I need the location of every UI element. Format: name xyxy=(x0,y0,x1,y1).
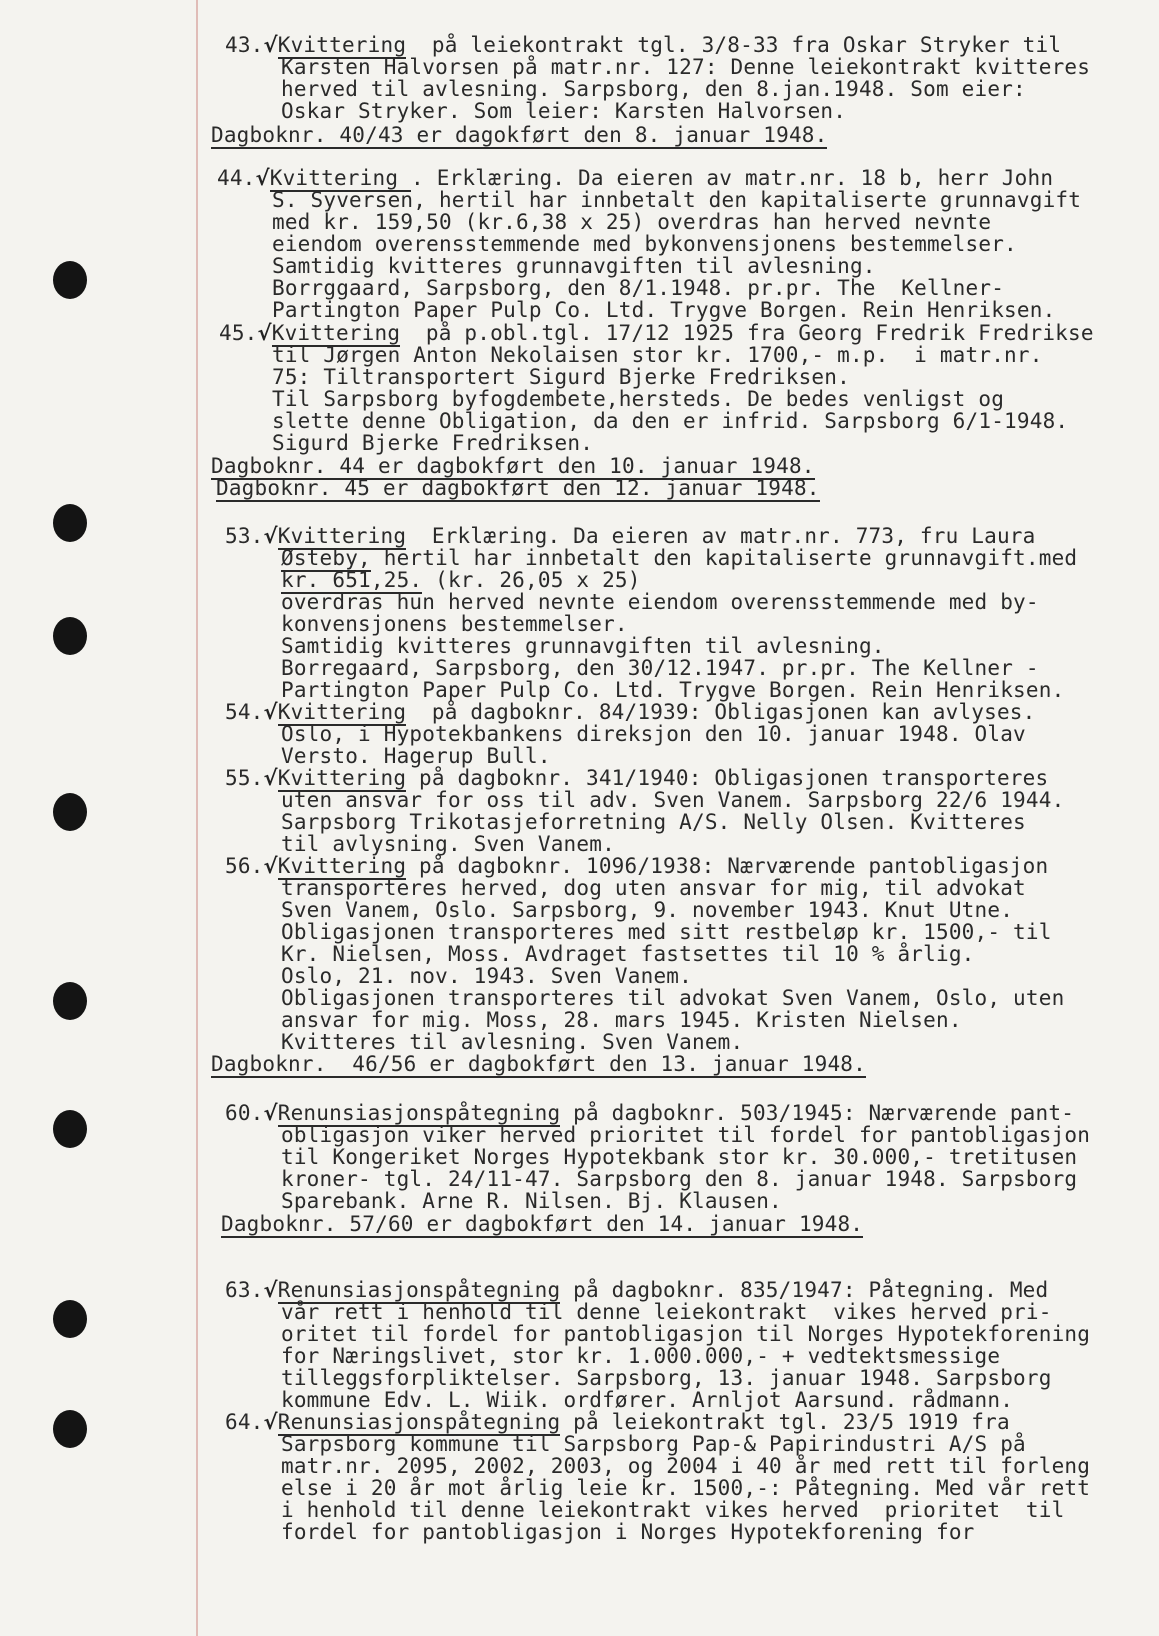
text-line xyxy=(281,1031,743,1053)
line-text: på leiekontrakt tgl. 3/8-33 fra Oskar Stryker til xyxy=(406,33,1062,57)
text-line xyxy=(272,255,876,277)
text-line xyxy=(281,547,1077,569)
text-line xyxy=(281,1521,975,1543)
line-text: kommune Edv. L. Wiik. ordfører. Arnljot Aarsund. rådmann. xyxy=(281,1388,1014,1412)
underlined-phrase: kr. 651,25. xyxy=(281,568,423,592)
text-line xyxy=(272,189,1081,211)
line-text: S. Syversen, hertil har innbetalt den kapitaliserte grunnavgift xyxy=(272,188,1082,212)
text-line xyxy=(225,34,1061,56)
entry-heading: Kvittering xyxy=(277,766,407,790)
check-mark-icon: √ xyxy=(263,700,278,724)
line-text: til avlysning. Sven Vanem. xyxy=(281,832,615,856)
entry-number: 56. xyxy=(225,854,264,878)
text-line xyxy=(281,56,1090,78)
entry-number: 45. xyxy=(219,321,258,345)
text-line xyxy=(272,277,1004,299)
line-text: ansvar for mig. Moss, 28. mars 1945. Kristen Nielsen. xyxy=(281,1008,962,1032)
text-line xyxy=(225,767,1048,789)
line-text: på leiekontrakt tgl. 23/5 1919 fra xyxy=(560,1410,1010,1434)
journal-entry-line xyxy=(211,455,815,477)
text-line xyxy=(281,679,1064,701)
line-text: Kvitteres til avlesning. Sven Vanem. xyxy=(281,1030,744,1054)
line-text: fordel for pantobligasjon i Norges Hypotekforening for xyxy=(281,1520,975,1544)
line-text: Sarpsborg Trikotasjeforretning A/S. Nelly Olsen. Kvitteres xyxy=(281,810,1026,834)
text-line xyxy=(225,1279,1048,1301)
line-text: på dagboknr. 1096/1938: Nærværende pantobligasjon xyxy=(406,854,1049,878)
binder-hole xyxy=(53,982,87,1020)
line-text: else i 20 år mot årlig leie kr. 1500,-: Påtegning. Med vår rett xyxy=(281,1476,1091,1500)
line-text: på dagboknr. 835/1947: Påtegning. Med xyxy=(560,1278,1049,1302)
text-line xyxy=(281,1433,1026,1455)
text-line xyxy=(281,723,1026,745)
line-text: oritet til fordel for pantobligasjon til Norges Hypotekforening xyxy=(281,1322,1091,1346)
line-text: herved til avlesning. Sarpsborg, den 8.jan.1948. Som eier: xyxy=(281,77,1026,101)
line-text: (kr. 26,05 x 25) xyxy=(422,568,641,592)
text-line xyxy=(281,1009,962,1031)
check-mark-icon: √ xyxy=(263,33,278,57)
margin-line xyxy=(196,0,198,1636)
binder-hole xyxy=(53,793,87,831)
entry-number: 43. xyxy=(225,33,264,57)
text-line xyxy=(225,1102,1074,1124)
line-text: obligasjon viker herved prioritet til fordel for pantobligasjon xyxy=(281,1123,1091,1147)
line-text: matr.nr. 2095, 2002, 2003, og 2004 i 40 år med rett til forleng xyxy=(281,1454,1091,1478)
entry-heading: Kvittering xyxy=(269,166,412,190)
entry-heading: Kvittering xyxy=(277,700,407,724)
text-line xyxy=(281,1389,1013,1411)
text-line xyxy=(272,211,991,233)
text-line xyxy=(281,613,628,635)
line-text: i henhold til denne leiekontrakt vikes herved prioritet til xyxy=(281,1498,1065,1522)
line-text: 75: Tiltransportert Sigurd Bjerke Fredriksen. xyxy=(272,365,850,389)
text-line xyxy=(272,366,850,388)
line-text: . Erklæring. Da eieren av matr.nr. 18 b, herr John xyxy=(411,166,1054,190)
line-text: overdras hun herved nevnte eiendom overensstemmende med by- xyxy=(281,590,1039,614)
text-line xyxy=(225,855,1048,877)
text-line xyxy=(272,233,1017,255)
line-text: Oslo, 21. nov. 1943. Sven Vanem. xyxy=(281,964,692,988)
check-mark-icon: √ xyxy=(255,166,270,190)
text-line xyxy=(281,100,846,122)
binder-hole xyxy=(53,261,87,299)
line-text: på dagboknr. 341/1940: Obligasjonen transporteres xyxy=(406,766,1049,790)
entry-number: 63. xyxy=(225,1278,264,1302)
line-text: Sparebank. Arne R. Nilsen. Bj. Klausen. xyxy=(281,1189,782,1213)
text-line xyxy=(281,877,1026,899)
check-mark-icon: √ xyxy=(263,854,278,878)
entry-number: 55. xyxy=(225,766,264,790)
text-line xyxy=(281,789,1064,811)
text-line xyxy=(281,591,1039,613)
journal-entry-line xyxy=(221,1213,863,1235)
entry-number: 60. xyxy=(225,1101,264,1125)
check-mark-icon: √ xyxy=(257,321,272,345)
line-text: Kr. Nielsen, Moss. Avdraget fastsettes til 10 % årlig. xyxy=(281,942,975,966)
text-line xyxy=(281,1124,1090,1146)
check-mark-icon: √ xyxy=(263,1410,278,1434)
text-line xyxy=(272,388,1004,410)
text-line xyxy=(281,1499,1064,1521)
line-text: Erklæring. Da eieren av matr.nr. 773, fru Laura xyxy=(406,524,1036,548)
underlined-phrase: Østeby, xyxy=(281,546,371,570)
text-line xyxy=(281,943,975,965)
text-line xyxy=(281,1146,1077,1168)
line-text: Oslo, i Hypotekbankens direksjon den 10. januar 1948. Olav xyxy=(281,722,1026,746)
text-line xyxy=(225,701,1036,723)
text-line xyxy=(281,1301,1052,1323)
entry-heading: Kvittering xyxy=(277,33,407,57)
line-text: Samtidig kvitteres grunnavgiften til avlesning. xyxy=(272,254,876,278)
line-text: uten ansvar for oss til adv. Sven Vanem. Sarpsborg 22/6 1944. xyxy=(281,788,1065,812)
line-text: Obligasjonen transporteres til advokat Sven Vanem, Oslo, uten xyxy=(281,986,1065,1010)
text-line xyxy=(225,525,1036,547)
text-line xyxy=(281,569,641,591)
text-line xyxy=(281,745,551,767)
binder-hole xyxy=(53,1300,87,1338)
line-text: for Næringslivet, stor kr. 1.000.000,- + vedtektsmessige xyxy=(281,1344,1001,1368)
line-text: tilleggsforpliktelser. Sarpsborg, 13. januar 1948. Sarpsborg xyxy=(281,1366,1052,1390)
line-text: Oskar Stryker. Som leier: Karsten Halvorsen. xyxy=(281,99,847,123)
text-line xyxy=(281,1455,1090,1477)
text-line xyxy=(272,432,593,454)
line-text: til Kongeriket Norges Hypotekbank stor kr. 30.000,- tretitusen xyxy=(281,1145,1078,1169)
check-mark-icon: √ xyxy=(263,1278,278,1302)
line-text: på dagboknr. 84/1939: Obligasjonen kan avlyses. xyxy=(406,700,1036,724)
text-line xyxy=(281,811,1026,833)
line-text: transporteres herved, dog uten ansvar for mig, til advokat xyxy=(281,876,1026,900)
entry-number: 54. xyxy=(225,700,264,724)
text-line xyxy=(219,322,1094,344)
text-line xyxy=(281,833,615,855)
line-text: Dagboknr. 45 er dagbokført den 12. januar 1948. xyxy=(216,476,820,500)
text-line xyxy=(281,921,1052,943)
line-text: Obligasjonen transporteres med sitt restbeløp kr. 1500,- til xyxy=(281,920,1052,944)
text-line xyxy=(281,1345,1000,1367)
entry-heading: Kvittering xyxy=(277,854,407,878)
check-mark-icon: √ xyxy=(263,524,278,548)
line-text: kroner- tgl. 24/11-47. Sarpsborg den 8. januar 1948. Sarpsborg xyxy=(281,1167,1078,1191)
line-text: Til Sarpsborg byfogdembete,hersteds. De bedes venligst og xyxy=(272,387,1005,411)
line-text: Sven Vanem, Oslo. Sarpsborg, 9. november 1943. Knut Utne. xyxy=(281,898,1014,922)
entry-heading: Renunsiasjonspåtegning xyxy=(277,1101,561,1125)
text-line xyxy=(281,965,692,987)
line-text: Karsten Halvorsen på matr.nr. 127: Denne leiekontrakt kvitteres xyxy=(281,55,1091,79)
line-text: Partington Paper Pulp Co. Ltd. Trygve Borgen. Rein Henriksen. xyxy=(272,298,1056,322)
text-line xyxy=(281,657,1039,679)
binder-hole xyxy=(53,1110,87,1148)
binder-hole xyxy=(53,617,87,655)
binder-hole xyxy=(53,1410,87,1448)
line-text: vår rett i henhold til denne leiekontrakt vikes herved pri- xyxy=(281,1300,1052,1324)
line-text: på p.obl.tgl. 17/12 1925 fra Georg Fredrik Fredrikse xyxy=(400,321,1094,345)
line-text: konvensjonens bestemmelser. xyxy=(281,612,628,636)
text-line xyxy=(281,1367,1052,1389)
text-line xyxy=(225,1411,1010,1433)
entry-number: 44. xyxy=(217,166,256,190)
binder-hole xyxy=(53,504,87,542)
line-text: Dagboknr. 46/56 er dagbokført den 13. januar 1948. xyxy=(211,1052,866,1076)
entry-number: 53. xyxy=(225,524,264,548)
text-line xyxy=(217,167,1053,189)
text-line xyxy=(281,1323,1090,1345)
text-line xyxy=(281,635,885,657)
line-text: Samtidig kvitteres grunnavgiften til avlesning. xyxy=(281,634,885,658)
line-text: eiendom overensstemmende med bykonvensjonens bestemmelser. xyxy=(272,232,1017,256)
line-text: Dagboknr. 57/60 er dagbokført den 14. januar 1948. xyxy=(221,1212,864,1236)
check-mark-icon: √ xyxy=(263,766,278,790)
line-text: Borregaard, Sarpsborg, den 30/12.1947. pr.pr. The Kellner - xyxy=(281,656,1039,680)
check-mark-icon: √ xyxy=(263,1101,278,1125)
text-line xyxy=(272,410,1068,432)
line-text: Partington Paper Pulp Co. Ltd. Trygve Borgen. Rein Henriksen. xyxy=(281,678,1065,702)
text-line xyxy=(281,78,1026,100)
text-line xyxy=(272,344,1043,366)
text-line xyxy=(281,1477,1090,1499)
entry-number: 64. xyxy=(225,1410,264,1434)
text-line xyxy=(281,987,1064,1009)
text-line xyxy=(281,1168,1077,1190)
line-text: slette denne Obligation, da den er infrid. Sarpsborg 6/1-1948. xyxy=(272,409,1069,433)
line-text: med kr. 159,50 (kr.6,38 x 25) overdras han herved nevnte xyxy=(272,210,992,234)
line-text: Sarpsborg kommune til Sarpsborg Pap-& Papirindustri A/S på xyxy=(281,1432,1026,1456)
line-text: til Jørgen Anton Nekolaisen stor kr. 1700,- m.p. i matr.nr. xyxy=(272,343,1043,367)
line-text: Dagboknr. 40/43 er dagokført den 8. januar 1948. xyxy=(211,123,828,147)
journal-entry-line xyxy=(211,124,827,146)
entry-heading: Renunsiasjonspåtegning xyxy=(277,1278,561,1302)
text-line xyxy=(281,899,1013,921)
line-text: Dagboknr. 44 er dagbokført den 10. januar 1948. xyxy=(211,454,815,478)
line-text: Versto. Hagerup Bull. xyxy=(281,744,551,768)
text-line xyxy=(281,1190,782,1212)
entry-heading: Renunsiasjonspåtegning xyxy=(277,1410,561,1434)
entry-heading: Kvittering xyxy=(277,524,407,548)
line-text: hertil har innbetalt den kapitaliserte grunnavgift.med xyxy=(370,546,1078,570)
line-text: Borrggaard, Sarpsborg, den 8/1.1948. pr.pr. The Kellner- xyxy=(272,276,1005,300)
text-line xyxy=(272,299,1055,321)
line-text: Sigurd Bjerke Fredriksen. xyxy=(272,431,594,455)
entry-heading: Kvittering xyxy=(271,321,401,345)
line-text: på dagboknr. 503/1945: Nærværende pant- xyxy=(560,1101,1075,1125)
journal-entry-line xyxy=(216,477,820,499)
journal-entry-line xyxy=(211,1053,866,1075)
